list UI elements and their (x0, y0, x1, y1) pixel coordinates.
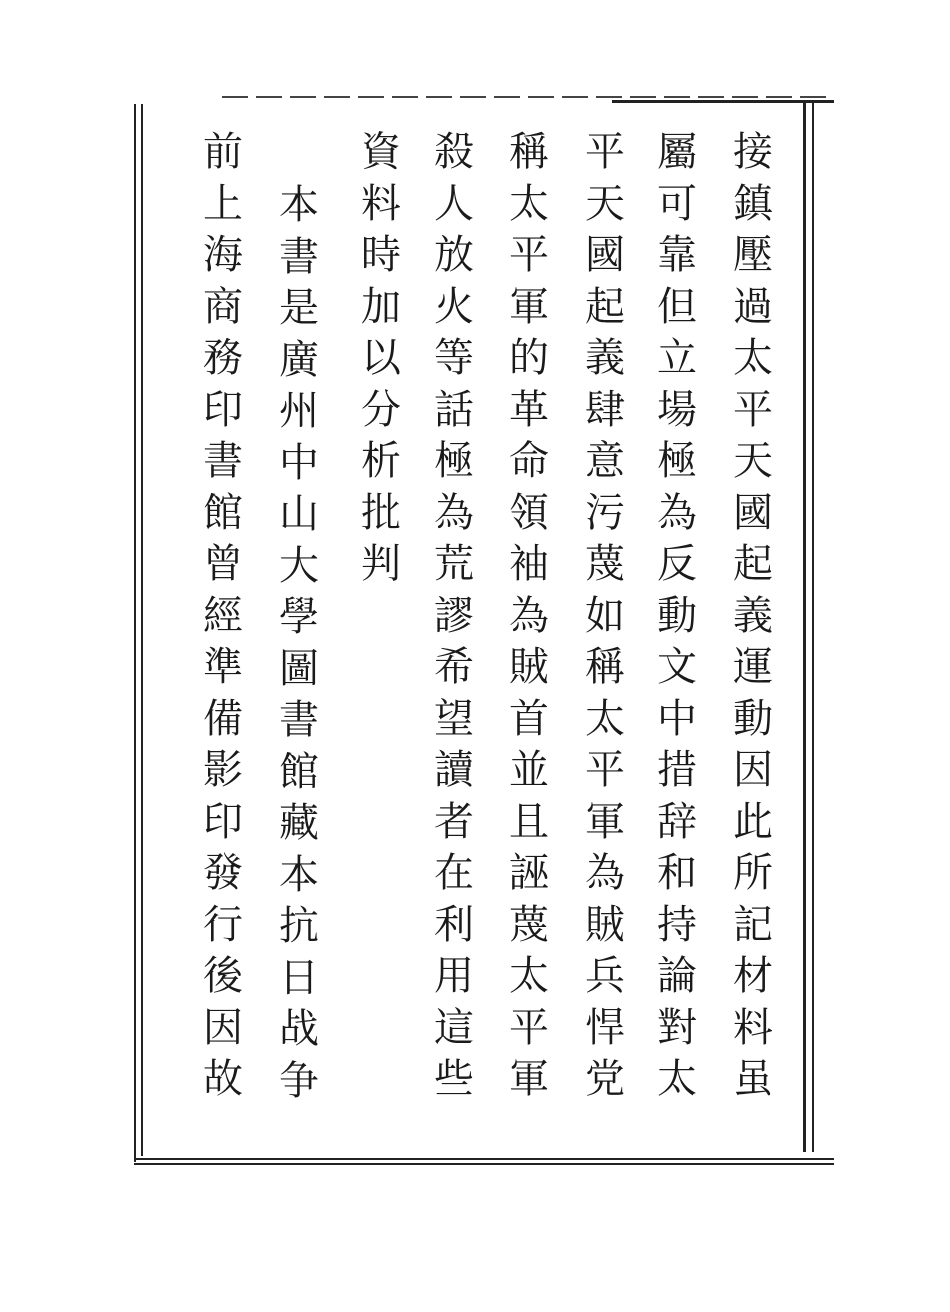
left-border-inner (141, 104, 143, 1156)
text-column-4: 稱太平軍的革命領袖為賊首並且誣蔑太平軍 (509, 129, 549, 1102)
bottom-border (134, 1158, 834, 1160)
text-column-7: 本書是廣州中山大學圖書館藏本抗日战争 (279, 182, 319, 1104)
text-column-5: 殺人放火等話極為荒謬希望讀者在利用這些 (434, 129, 474, 1102)
text-column-1: 接鎮壓過太平天國起義運動因此所記材料虽 (733, 129, 773, 1102)
right-border (803, 100, 806, 1152)
text-column-2: 屬可靠但立場極為反動文中措辞和持論對太 (657, 129, 697, 1102)
top-border-dashed (222, 96, 830, 98)
text-column-3: 平天國起義肆意污蔑如稱太平軍為賊兵悍党 (585, 129, 625, 1102)
text-column-8: 前上海商務印書館曾經準備影印發行後因故 (203, 129, 243, 1102)
right-border-outer (812, 100, 814, 1152)
text-column-6: 資料時加以分析批判 (361, 129, 401, 587)
bottom-border-outer (134, 1163, 834, 1165)
top-border (612, 100, 834, 103)
left-border (134, 104, 136, 1162)
